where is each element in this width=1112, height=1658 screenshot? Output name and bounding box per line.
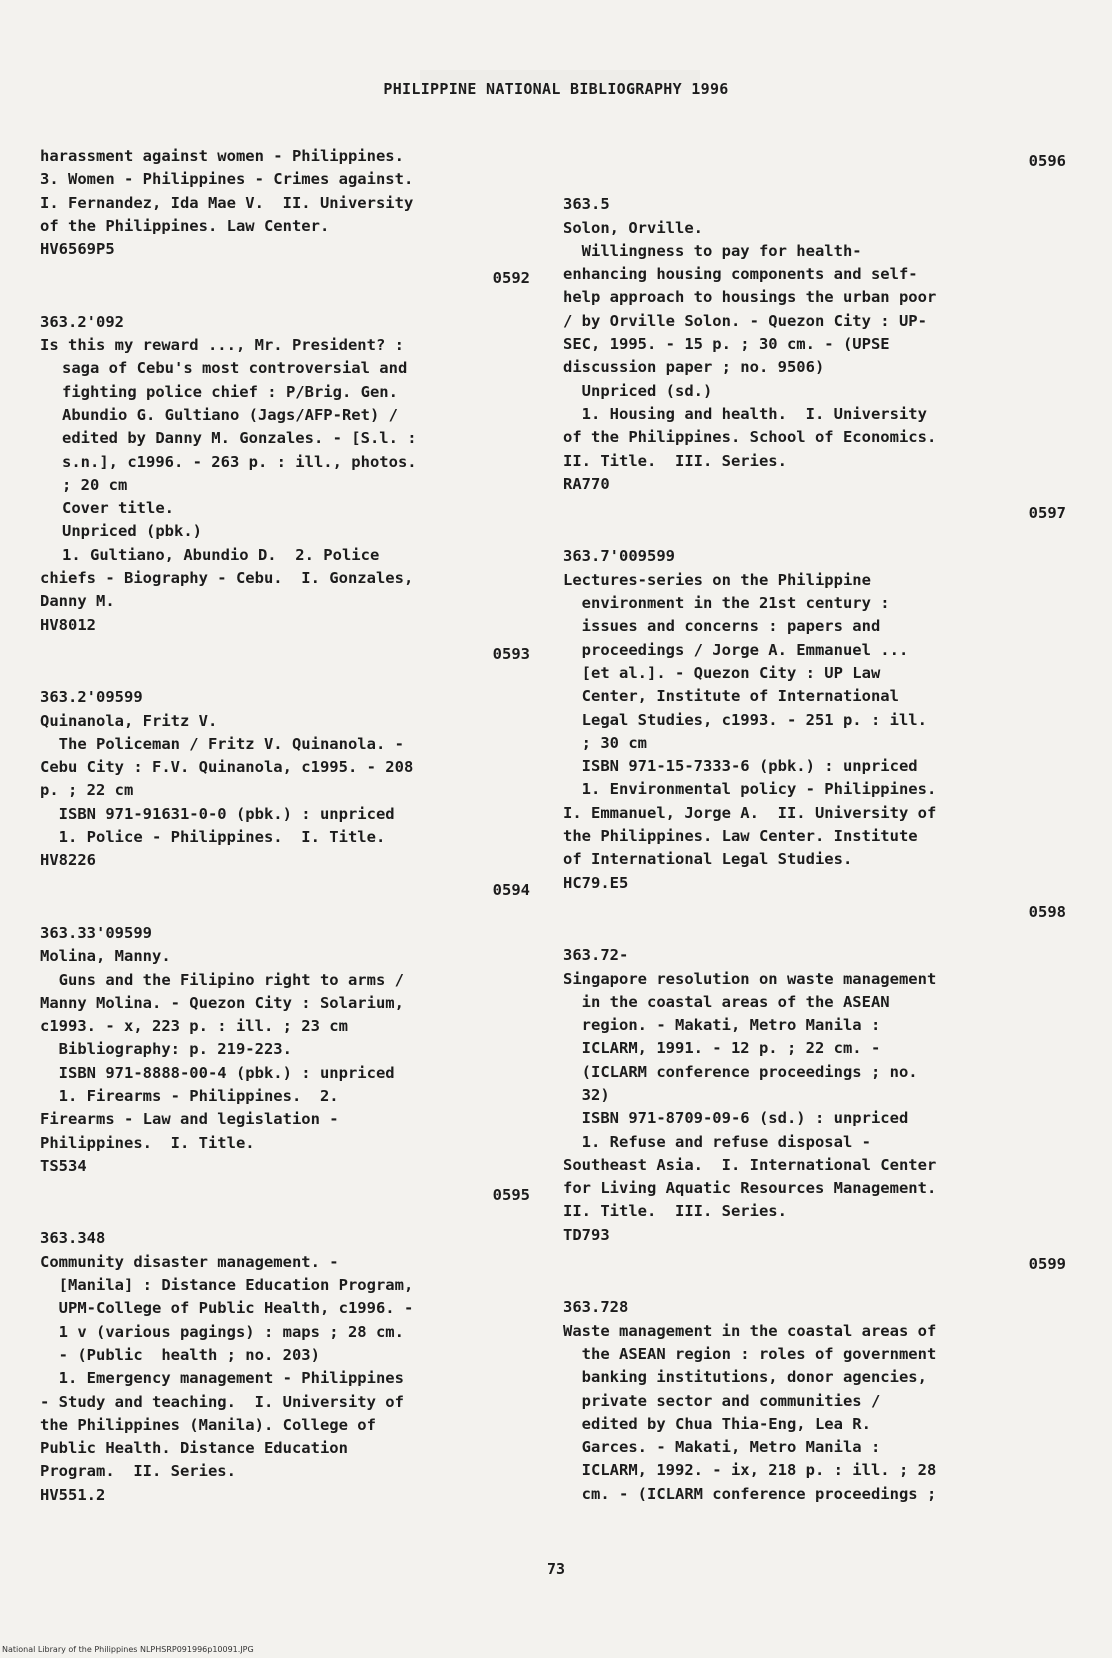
text-line: [et al.]. - Quezon City : UP Law <box>563 663 881 682</box>
call-number: HV551.2 <box>40 1485 106 1504</box>
text-line: harassment against women - Philippines. <box>40 147 404 165</box>
text-line: I. Emmanuel, Jorge A. II. University of <box>563 803 937 822</box>
classification: 363.2'09599 <box>40 688 143 707</box>
text-line: Solon, Orville. <box>563 218 703 237</box>
text-line: Waste management in the coastal areas of <box>563 1321 937 1340</box>
text-line: Quinanola, Fritz V. <box>40 711 218 730</box>
text-line: ISBN 971-8709-09-6 (sd.) : unpriced <box>563 1109 909 1128</box>
entry-number: 0599 <box>1028 1255 1066 1274</box>
text-line: p. ; 22 cm <box>40 781 134 800</box>
text-line: Garces. - Makati, Metro Manila : <box>563 1438 881 1457</box>
text-line: ISBN 971-15-7333-6 (pbk.) : unpriced <box>563 757 918 776</box>
text-line: Philippines. I. Title. <box>40 1133 255 1152</box>
text-line: Danny M. <box>40 592 115 611</box>
text-line: the Philippines. Law Center. Institute <box>563 827 918 846</box>
text-line: Unpriced (sd.) <box>563 381 713 400</box>
text-line: Singapore resolution on waste management <box>563 969 937 988</box>
text-line: ; 30 cm <box>563 733 647 752</box>
text-line: for Living Aquatic Resources Management. <box>563 1179 937 1198</box>
text-line: Firearms - Law and legislation - <box>40 1110 339 1129</box>
entry-number: 0593 <box>492 644 530 663</box>
text-line: 1. Firearms - Philippines. 2. <box>40 1086 339 1105</box>
text-line: / by Orville Solon. - Quezon City : UP- <box>563 311 927 330</box>
text-line: 1 v (various pagings) : maps ; 28 cm. <box>40 1322 404 1341</box>
footer-credit: National Library of the Philippines NLPHSRP091996p10091.JPG <box>2 1645 254 1654</box>
text-line: Abundio G. Gultiano (Jags/AFP-Ret) / <box>62 405 398 424</box>
text-line: discussion paper ; no. 9506) <box>563 358 825 377</box>
text-line: 1. Environmental policy - Philippines. <box>563 780 937 799</box>
entry-number: 0594 <box>492 880 530 899</box>
text-line: ICLARM, 1992. - ix, 218 p. : ill. ; 28 <box>563 1461 937 1480</box>
classification: 363.2'092 <box>40 312 124 331</box>
text-line: saga of Cebu's most controversial and <box>62 359 408 378</box>
call-number: HC79.E5 <box>563 873 629 892</box>
text-line: fighting police chief : P/Brig. Gen. <box>62 382 398 401</box>
text-line: 3. Women - Philippines - Crimes against. <box>40 170 414 189</box>
text-line: Cover title. <box>62 499 174 518</box>
classification: 363.5 <box>563 195 610 214</box>
text-line: ; 20 cm <box>62 475 128 494</box>
entry-number: 0597 <box>1028 504 1066 523</box>
right-column <box>563 150 1066 1506</box>
text-line: 1. Police - Philippines. I. Title. <box>40 828 386 847</box>
text-line: Unpriced (pbk.) <box>62 522 202 541</box>
call-number: HV8012 <box>40 615 96 634</box>
text-line: enhancing housing components and self- <box>563 265 918 284</box>
text-line: - (Public health ; no. 203) <box>40 1345 320 1364</box>
text-line: 32) <box>563 1085 610 1104</box>
text-line: Community disaster management. - <box>40 1252 339 1271</box>
text-line: of International Legal Studies. <box>563 850 853 869</box>
text-line: I. Fernandez, Ida Mae V. II. University <box>40 193 414 212</box>
text-line: edited by Danny M. Gonzales. - [S.l. : <box>62 429 417 448</box>
text-line: 1. Refuse and refuse disposal - <box>563 1132 871 1151</box>
text-line: in the coastal areas of the ASEAN <box>563 992 890 1011</box>
entry-number: 0595 <box>492 1186 530 1205</box>
text-line: Lectures-series on the Philippine <box>563 570 871 589</box>
entry-number: 0598 <box>1028 902 1066 921</box>
text-line: Manny Molina. - Quezon City : Solarium, <box>40 993 404 1012</box>
text-line: Center, Institute of International <box>563 687 899 706</box>
text-line: cm. - (ICLARM conference proceedings ; <box>563 1484 937 1503</box>
text-line: (ICLARM conference proceedings ; no. <box>563 1062 918 1081</box>
entry-number: 0596 <box>1028 152 1066 170</box>
classification: 363.348 <box>40 1229 106 1248</box>
text-line: banking institutions, donor agencies, <box>563 1368 927 1387</box>
call-number: HV6569P5 <box>40 240 115 259</box>
text-line: Bibliography: p. 219-223. <box>40 1040 292 1059</box>
text-line: 1. Gultiano, Abundio D. 2. Police <box>62 545 380 564</box>
text-line: Willingness to pay for health- <box>563 241 862 260</box>
classification: 363.728 <box>563 1298 629 1317</box>
text-line: Guns and the Filipino right to arms / <box>40 970 404 989</box>
text-line: SEC, 1995. - 15 p. ; 30 cm. - (UPSE <box>563 335 890 354</box>
text-line: issues and concerns : papers and <box>563 617 881 636</box>
entry-number: 0592 <box>492 269 530 288</box>
text-line: proceedings / Jorge A. Emmanuel ... <box>563 640 909 659</box>
text-line: - Study and teaching. I. University of <box>40 1392 404 1411</box>
classification: 363.33'09599 <box>40 923 152 942</box>
text-line: The Policeman / Fritz V. Quinanola. - <box>40 734 404 753</box>
text-line: edited by Chua Thia-Eng, Lea R. <box>563 1414 871 1433</box>
text-line: UPM-College of Public Health, c1996. - <box>40 1299 414 1318</box>
text-line: the Philippines (Manila). College of <box>40 1415 376 1434</box>
text-line: ICLARM, 1991. - 12 p. ; 22 cm. - <box>563 1039 881 1058</box>
text-line: help approach to housings the urban poor <box>563 288 937 307</box>
text-line: of the Philippines. Law Center. <box>40 216 330 235</box>
text-line: s.n.], c1996. - 263 p. : ill., photos. <box>62 452 417 471</box>
text-line: environment in the 21st century : <box>563 594 890 613</box>
text-line: Cebu City : F.V. Quinanola, c1995. - 208 <box>40 758 414 777</box>
classification: 363.72- <box>563 946 629 965</box>
text-line: private sector and communities / <box>563 1391 881 1410</box>
text-line: Molina, Manny. <box>40 947 171 966</box>
text-line: c1993. - x, 223 p. : ill. ; 23 cm <box>40 1017 348 1036</box>
classification: 363.7'009599 <box>563 547 675 566</box>
text-line: chiefs - Biography - Cebu. I. Gonzales, <box>40 569 414 588</box>
text-line: ISBN 971-91631-0-0 (pbk.) : unpriced <box>40 804 395 823</box>
text-line: Legal Studies, c1993. - 251 p. : ill. <box>563 710 927 729</box>
text-line: ISBN 971-8888-00-4 (pbk.) : unpriced <box>40 1063 395 1082</box>
text-line: the ASEAN region : roles of government <box>563 1344 937 1363</box>
text-line: [Manila] : Distance Education Program, <box>40 1276 414 1295</box>
call-number: TD793 <box>563 1225 610 1244</box>
call-number: TS534 <box>40 1156 87 1175</box>
text-line: region. - Makati, Metro Manila : <box>563 1016 881 1035</box>
text-line: Public Health. Distance Education <box>40 1439 348 1458</box>
left-column <box>40 145 530 1507</box>
text-line: 1. Housing and health. I. University <box>563 404 927 423</box>
text-line: Program. II. Series. <box>40 1462 236 1481</box>
page-title: PHILIPPINE NATIONAL BIBLIOGRAPHY 1996 <box>383 80 729 98</box>
text-line: 1. Emergency management - Philippines <box>40 1369 404 1388</box>
call-number: RA770 <box>563 474 610 493</box>
text-line: Is this my reward ..., Mr. President? : <box>40 336 404 355</box>
text-line: Southeast Asia. I. International Center <box>563 1155 937 1174</box>
text-line: II. Title. III. Series. <box>563 451 787 470</box>
call-number: HV8226 <box>40 851 96 870</box>
text-line: II. Title. III. Series. <box>563 1202 787 1221</box>
text-line: of the Philippines. School of Economics. <box>563 428 937 447</box>
page-number: 73 <box>546 1560 566 1578</box>
